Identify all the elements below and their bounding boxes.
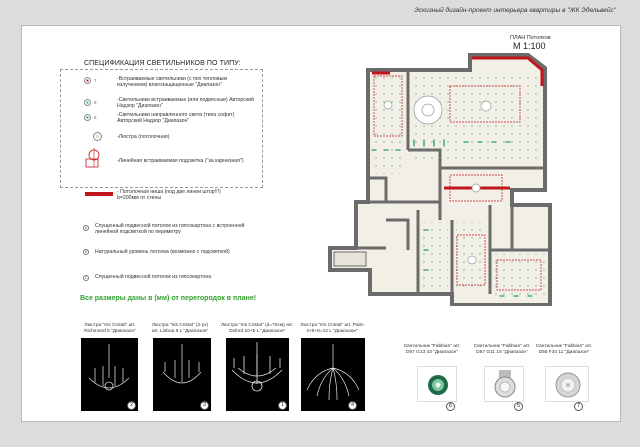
product-caption: Светильник "Fabbian" art. D57 G11 15 "Диапазон" (473, 344, 531, 355)
spec-item-text: -Люстра (потолочная) (117, 134, 170, 140)
product-number: 2 (127, 401, 136, 410)
chandelier-photo (153, 338, 211, 411)
recessed-light-icon (84, 77, 91, 84)
spec-item-text: -Светильники встраиваемые (или подвесные) Авторский Надзор "Диапазон" (117, 97, 254, 110)
product-caption: Люстра "Iris Cristal" (d=70см) art. Oxford 10+5 L "Диапазон" (220, 323, 294, 334)
product-caption: Люстра "Iris Cristal" art. Palm 4+6+8=12 L "Диапазон" (300, 323, 364, 334)
legend-text-c: Спущенный подвесной потолок из гипсокартона (95, 274, 212, 280)
spec-item-num: 7 (94, 78, 97, 83)
spec-item-text: -Встраиваемые светильники (с min тепловым излучением) влагозащищенные "Диапазон" (117, 76, 227, 89)
chandelier-photo (226, 338, 289, 411)
product-number: 7 (574, 402, 583, 411)
product-caption: Люстра "Iris Cristal" (2-ух) art. Lisboa 6 L "Диапазон" (151, 323, 209, 334)
spec-title: СПЕЦИФИКАЦИЯ СВЕТИЛЬНИКОВ ПО ТИПУ: (84, 60, 241, 67)
product-number: 4 (348, 401, 357, 410)
chandelier-photo (81, 338, 138, 411)
spot-light-icon (84, 114, 91, 121)
pendant-light-icon (84, 99, 91, 106)
product-caption: Светильник "Fabbian" art. D55 F34 11 "Диапазон" (535, 344, 593, 355)
spec-item-text: -Светильники направленного света (типа софит) Авторский Надзор "Диапазон" (117, 112, 235, 125)
legend-text-a: Спущенный подвесной потолок из гипсокартона с встроенной линейной подсветкой по периметру (95, 223, 245, 236)
spotlight-photo (417, 366, 457, 402)
dimensions-note: Все размеры даны в (мм) от перегородок в плане! (80, 295, 257, 302)
chandelier-photo (301, 338, 365, 411)
product-number: 6 (446, 402, 455, 411)
project-title: Эскизный дизайн-проект интерьера квартиры в "ЖК Эдельвейс" (414, 7, 616, 14)
spec-item-num: 5 (94, 115, 97, 120)
plan-label: ПЛАН Потолков (510, 35, 551, 41)
product-number: 5 (514, 402, 523, 411)
plan-scale: М 1:100 (513, 41, 546, 51)
linear-lighting-icon (84, 147, 106, 169)
chandelier-icon (93, 132, 102, 141)
product-number: 1 (278, 401, 287, 410)
legend-mark-c: C (84, 276, 88, 280)
product-caption: Светильник "Fabbian" art. D57 G13 43 "Диапазон" (403, 344, 461, 355)
legend-text-b: Натуральный уровень потолка (возможно с подсветкой) (95, 249, 230, 255)
product-caption: Люстра "Iris Cristal" art. Richmond 5 "Диапазон" (84, 323, 136, 334)
spec-item-num: 6 (94, 100, 97, 105)
niche-text: - Потолочная ниша (под две линии штор!!!) b=200мм от стены (117, 189, 221, 202)
ceiling-plan (300, 50, 562, 306)
spotlight-photo (484, 366, 524, 402)
legend-mark-b: B (84, 250, 88, 254)
spotlight-photo (545, 366, 589, 402)
legend-mark-a: A (84, 226, 88, 230)
product-number: 3 (200, 401, 209, 410)
niche-line-icon (85, 192, 113, 196)
spec-item-text: -Линейная встраиваемая подсветка ("за карнизная") (117, 158, 244, 164)
